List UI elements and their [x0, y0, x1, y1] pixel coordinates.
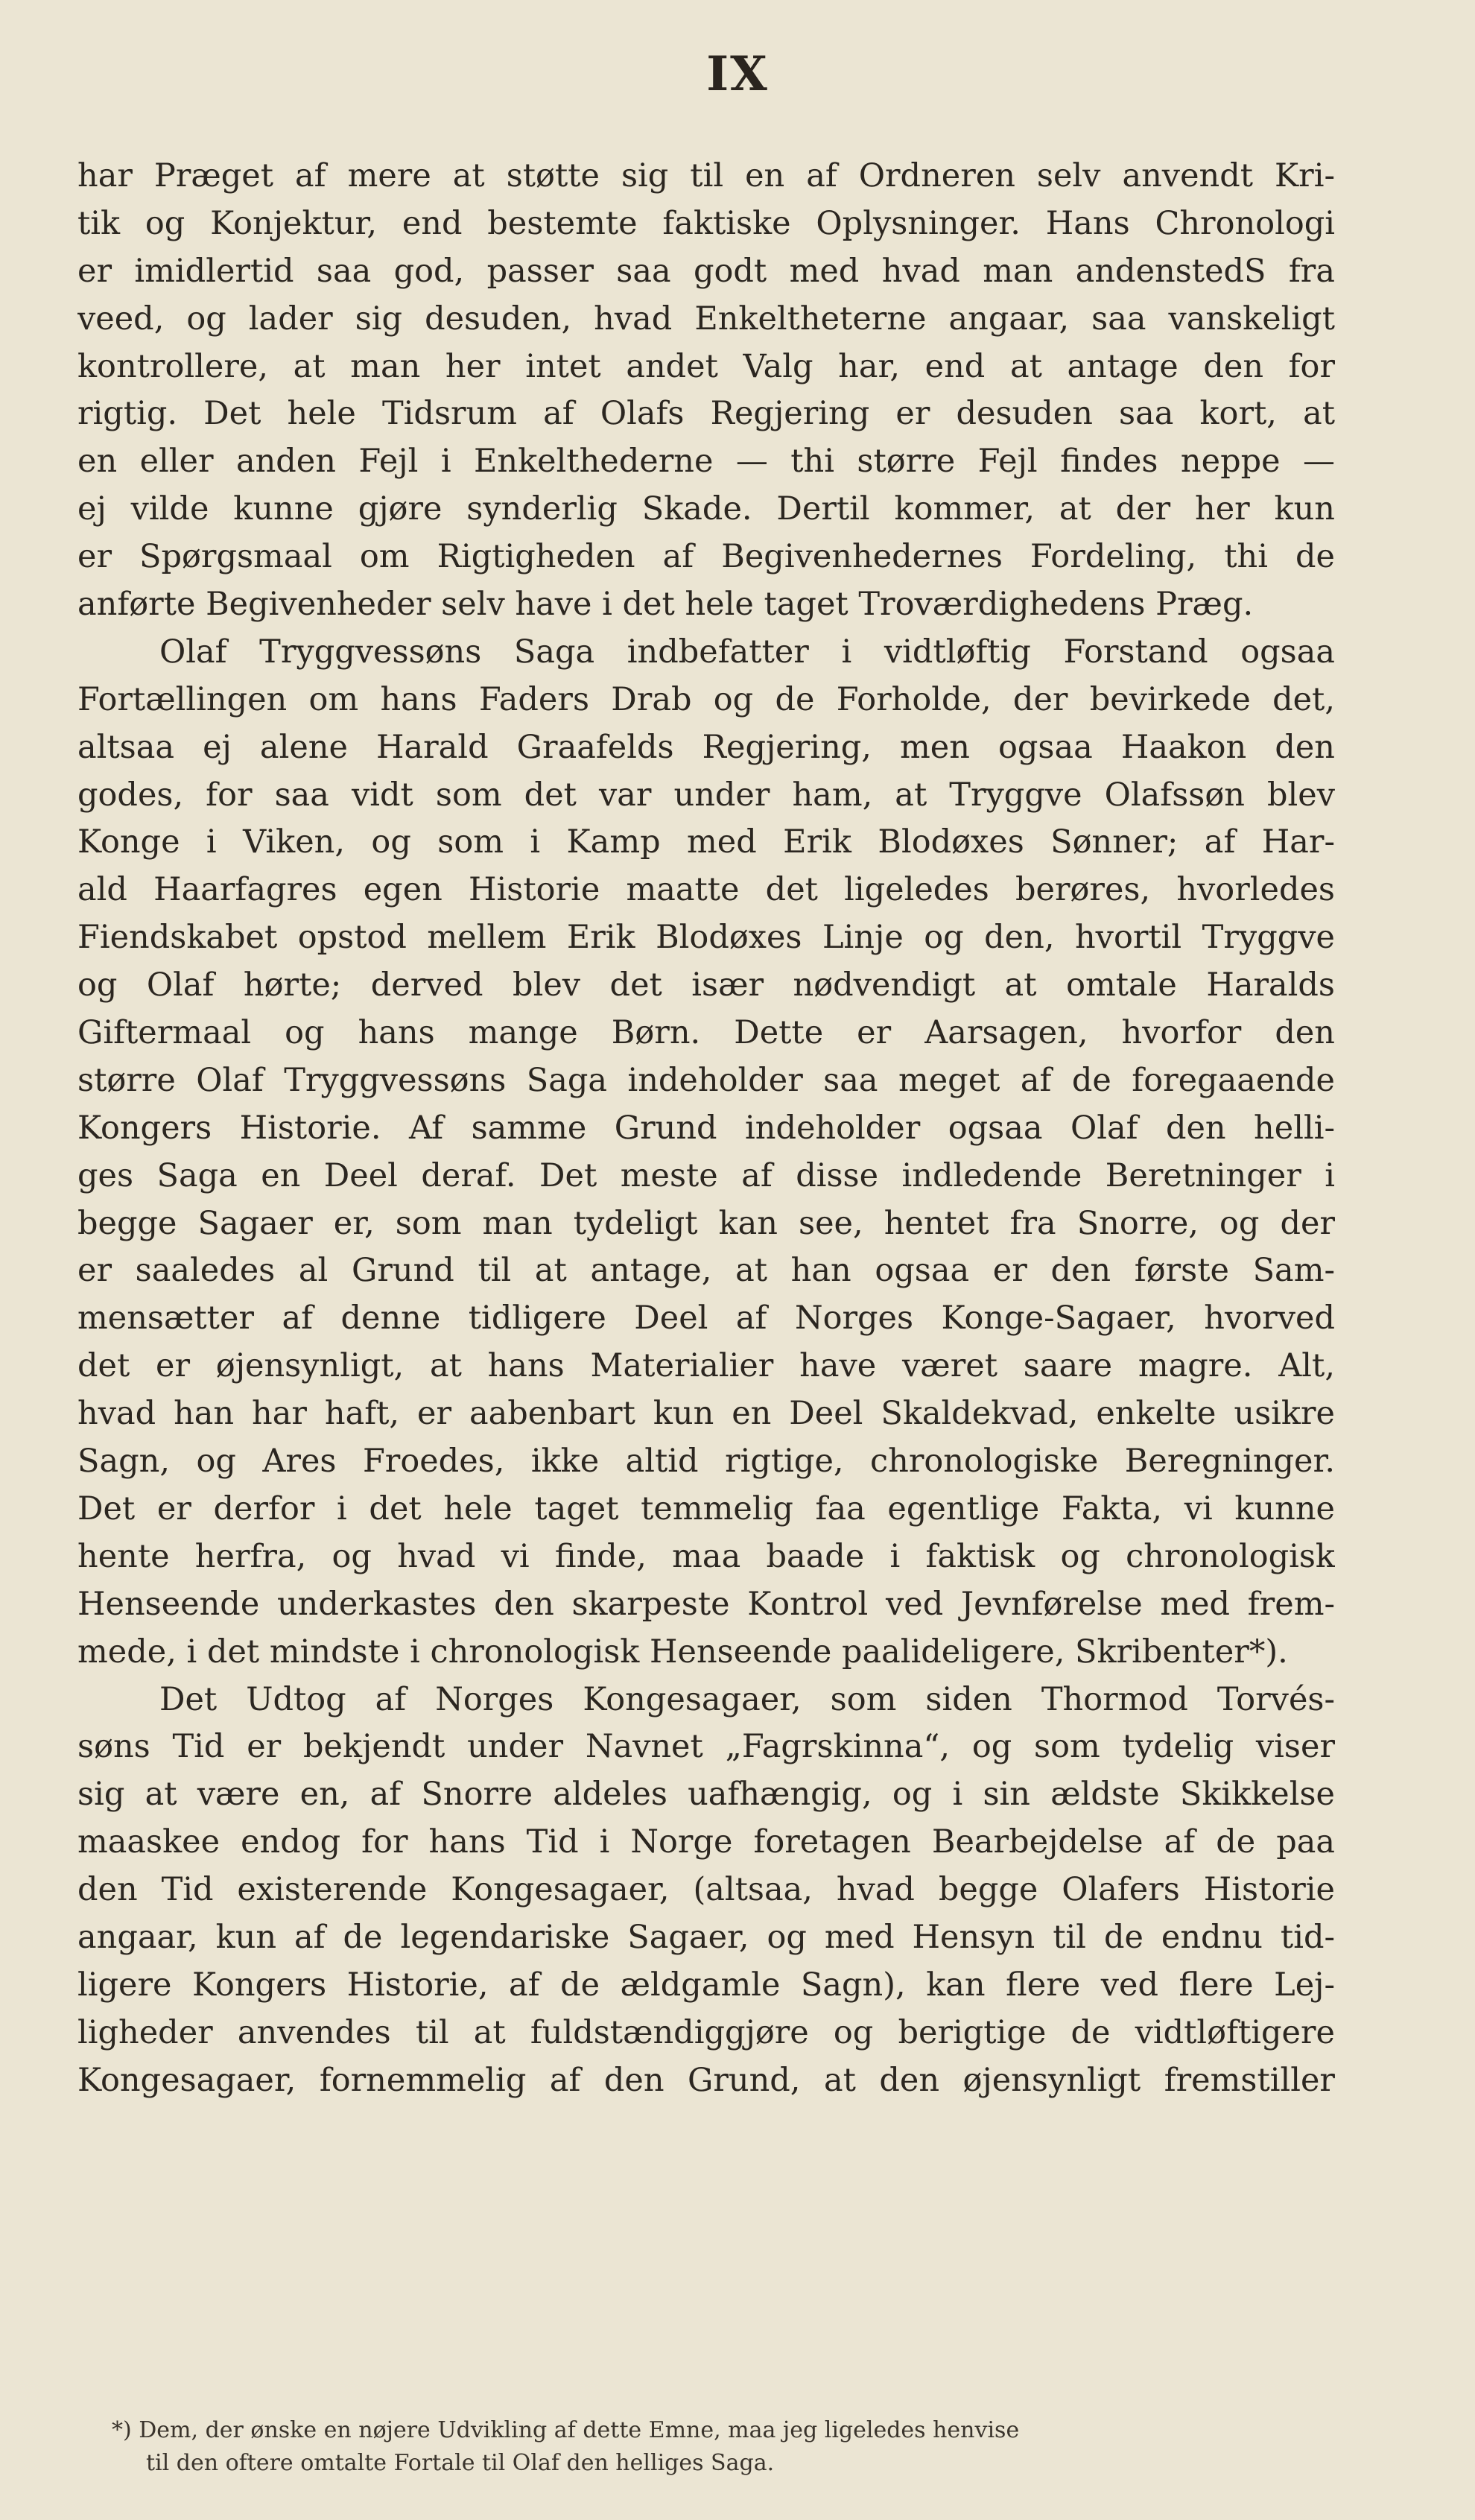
text-line: hvad han har haft, er aabenbart kun en Deel Skaldekvad, enkelte usikre [77, 1395, 1335, 1433]
text-line: større Olaf Tryggvessøns Saga indeholder saa meget af de foregaaende [77, 1061, 1335, 1099]
text-line: søns Tid er bekjendt under Navnet „Fagrskinna“, og som tydelig viser [77, 1728, 1335, 1766]
text-line: og Olaf hørte; derved blev det især nødvendigt at omtale Haralds [77, 966, 1335, 1004]
text-line: Henseende underkastes den skarpeste Kontrol ved Jevnførelse med frem- [77, 1585, 1335, 1623]
text-line: godes, for saa vidt som det var under ham, at Tryggve Olafssøn blev [77, 776, 1335, 814]
text-line: Fiendskabet opstod mellem Erik Blodøxes Linje og den, hvortil Tryggve [77, 919, 1335, 957]
text-line: maaskee endog for hans Tid i Norge foretagen Bearbejdelse af de paa [77, 1823, 1335, 1861]
text-line: Olaf Tryggvessøns Saga indbefatter i vidtløftig Forstand ogsaa [159, 633, 1335, 671]
text-line: Det er derfor i det hele taget temmelig faa egentlige Fakta, vi kunne [77, 1489, 1335, 1527]
page-number: IX [706, 46, 769, 102]
text-line: er Spørgsmaal om Rigtigheden af Begivenhedernes Fordeling, thi de [77, 538, 1335, 576]
text-line: rigtig. Det hele Tidsrum af Olafs Regjering er desuden saa kort, at [77, 395, 1335, 433]
text-line: den Tid existerende Kongesagaer, (altsaa, hvad begge Olafers Historie [77, 1871, 1335, 1909]
text-line: mensætter af denne tidligere Deel af Norges Konge-Sagaer, hvorved [77, 1299, 1335, 1337]
text-line: er imidlertid saa god, passer saa godt med hvad man andenstedS fra [77, 252, 1335, 290]
text-line: Konge i Viken, og som i Kamp med Erik Blodøxes Sønner; af Har- [77, 823, 1335, 861]
text-line: det er øjensynligt, at hans Materialier have været saare magre. Alt, [77, 1347, 1335, 1385]
text-line: en eller anden Fejl i Enkelthederne — thi større Fejl findes neppe — [77, 443, 1335, 481]
text-line: anførte Begivenheder selv have i det hele taget Troværdighedens Præg. [77, 586, 1254, 624]
text-line: sig at være en, af Snorre aldeles uafhængig, og i sin ældste Skikkelse [77, 1776, 1335, 1814]
footnote [112, 2414, 1333, 2480]
text-line: har Præget af mere at støtte sig til en af Ordneren selv anvendt Kri- [77, 157, 1335, 194]
text-line: ligheder anvendes til at fuldstændiggjøre og berigtige de vidtløftigere [77, 2013, 1335, 2051]
text-line: veed, og lader sig desuden, hvad Enkeltheterne angaar, saa vanskeligt [77, 300, 1335, 338]
text-line: Kongers Historie. Af samme Grund indeholder ogsaa Olaf den helli- [77, 1109, 1335, 1147]
text-line: Kongesagaer, fornemmelig af den Grund, at den øjensynligt fremstiller [77, 2061, 1335, 2099]
footnote-line: *) Dem, der ønske en nøjere Udvikling af dette Emne, maa jeg ligeledes henvise [112, 2417, 1020, 2443]
text-line: tik og Konjektur, end bestemte faktiske Oplysninger. Hans Chronologi [77, 204, 1335, 242]
text-line: kontrollere, at man her intet andet Valg har, end at antage den for [77, 347, 1335, 385]
text-line: begge Sagaer er, som man tydeligt kan see, hentet fra Snorre, og der [77, 1204, 1335, 1242]
text-line: hente herfra, og hvad vi finde, maa baade i faktisk og chronologisk [77, 1537, 1335, 1575]
body-text [77, 153, 1335, 2105]
text-line: mede, i det mindste i chronologisk Henseende paalideligere, Skribenter*). [77, 1633, 1288, 1671]
text-line: angaar, kun af de legendariske Sagaer, og med Hensyn til de endnu tid- [77, 1918, 1335, 1956]
text-line: Det Udtog af Norges Kongesagaer, som siden Thormod Torvés- [159, 1680, 1335, 1718]
text-line: Giftermaal og hans mange Børn. Dette er Aarsagen, hvorfor den [77, 1014, 1335, 1052]
text-line: er saaledes al Grund til at antage, at han ogsaa er den første Sam- [77, 1252, 1335, 1290]
text-line: ej vilde kunne gjøre synderlig Skade. Dertil kommer, at der her kun [77, 490, 1335, 528]
text-line: ges Saga en Deel deraf. Det meste af disse indledende Beretninger i [77, 1156, 1335, 1194]
text-line: Fortællingen om hans Faders Drab og de Forholde, der bevirkede det, [77, 680, 1335, 718]
text-line: ald Haarfagres egen Historie maatte det ligeledes berøres, hvorledes [77, 871, 1335, 909]
text-line: Sagn, og Ares Froedes, ikke altid rigtige, chronologiske Beregninger. [77, 1443, 1335, 1481]
text-line: ligere Kongers Historie, af de ældgamle Sagn), kan flere ved flere Lej- [77, 1966, 1335, 2004]
footnote-line: til den oftere omtalte Fortale til Olaf den helliges Saga. [146, 2450, 775, 2476]
text-line: altsaa ej alene Harald Graafelds Regjering, men ogsaa Haakon den [77, 728, 1335, 766]
